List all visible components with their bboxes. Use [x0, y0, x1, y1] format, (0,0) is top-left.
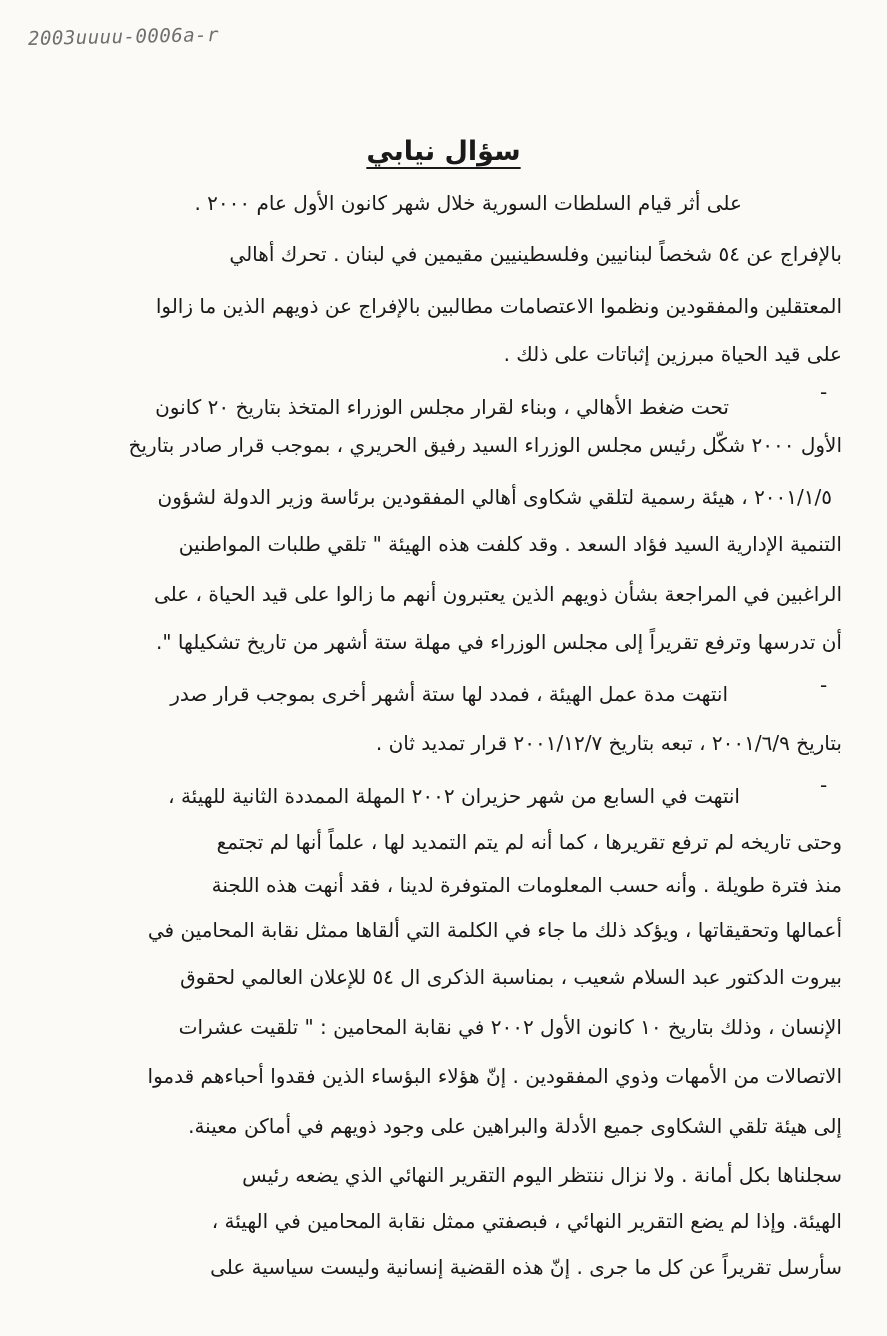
text-line: انتهت في السابع من شهر حزيران ٢٠٠٢ المهلة الممددة الثانية للهيئة ،: [168, 784, 740, 808]
text-line: أن تدرسها وترفع تقريراً إلى مجلس الوزراء في مهلة ستة أشهر من تاريخ تشكيلها ".: [155, 630, 842, 654]
text-line: الأول ٢٠٠٠ شكّل رئيس مجلس الوزراء السيد رفيق الحريري ، بموجب قرار صادر بتاريخ: [128, 433, 842, 457]
text-line: الهيئة. وإذا لم يضع التقرير النهائي ، فبصفتي ممثل نقابة المحامين في الهيئة ،: [211, 1209, 842, 1233]
text-line: تحت ضغط الأهالي ، وبناء لقرار مجلس الوزراء المتخذ بتاريخ ٢٠ كانون: [155, 395, 729, 419]
text-line: بالإفراج عن ٥٤ شخصاً لبنانيين وفلسطينيين مقيمين في لبنان . تحرك أهالي: [229, 242, 842, 266]
text-line: سأرسل تقريراً عن كل ما جرى . إنّ هذه القضية إنسانية وليست سياسية على: [210, 1255, 842, 1279]
text-line: الراغبين في المراجعة بشأن ذويهم الذين يعتبرون أنهم ما زالوا على قيد الحياة ، على: [153, 582, 842, 606]
document-title: سؤال نيابي: [366, 136, 521, 167]
text-line: الاتصالات من الأمهات وذوي المفقودين . إنّ هؤلاء البؤساء الذين فقدوا أحباءهم قدموا: [147, 1064, 842, 1088]
text-line: انتهت مدة عمل الهيئة ، فمدد لها ستة أشهر أخرى بموجب قرار صدر: [170, 682, 728, 706]
bullet-marker: -: [820, 380, 828, 404]
text-line: التنمية الإدارية السيد فؤاد السعد . وقد كلفت هذه الهيئة " تلقي طلبات المواطنين: [178, 532, 842, 556]
text-line: وحتى تاريخه لم ترفع تقريرها ، كما أنه لم يتم التمديد لها ، علماً أنها لم تجتمع: [216, 830, 842, 854]
text-line: المعتقلين والمفقودين ونظموا الاعتصامات مطالبين بالإفراج عن ذويهم الذين ما زالوا: [155, 294, 842, 318]
handwritten-reference-stamp: 2003uuuu-0006a-r: [27, 24, 220, 50]
text-line: على قيد الحياة مبرزين إثباتات على ذلك .: [503, 342, 842, 366]
bullet-marker: -: [820, 673, 828, 697]
text-line: بتاريخ ٢٠٠١/٦/٩ ، تبعه بتاريخ ٢٠٠١/١٢/٧ قرار تمديد ثان .: [375, 731, 842, 755]
text-line: إلى هيئة تلقي الشكاوى جميع الأدلة والبراهين على وجود ذويهم في أماكن معينة.: [188, 1114, 842, 1138]
text-line: ٢٠٠١/١/٥ ، هيئة رسمية لتلقي شكاوى أهالي المفقودين برئاسة وزير الدولة لشؤون: [157, 485, 832, 509]
text-line: أعمالها وتحقيقاتها ، ويؤكد ذلك ما جاء في الكلمة التي ألقاها ممثل نقابة المحامين في: [147, 918, 842, 942]
text-line: بيروت الدكتور عبد السلام شعيب ، بمناسبة الذكرى ال ٥٤ للإعلان العالمي لحقوق: [180, 965, 842, 989]
text-line: سجلناها بكل أمانة . ولا نزال ننتظر اليوم التقرير النهائي الذي يضعه رئيس: [242, 1163, 842, 1187]
text-line: الإنسان ، وذلك بتاريخ ١٠ كانون الأول ٢٠٠٢ في نقابة المحامين : " تلقيت عشرات: [178, 1015, 842, 1039]
bullet-marker: -: [820, 773, 828, 797]
text-line: على أثر قيام السلطات السورية خلال شهر كانون الأول عام ٢٠٠٠ .: [194, 191, 742, 215]
text-line: منذ فترة طويلة . وأنه حسب المعلومات المتوفرة لدينا ، فقد أنهت هذه اللجنة: [211, 873, 842, 897]
